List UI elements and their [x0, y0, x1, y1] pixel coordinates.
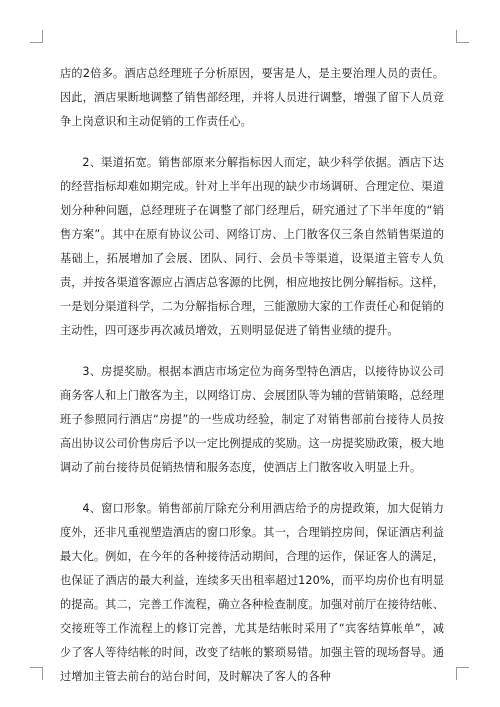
document-body [60, 62, 444, 706]
crop-mark-bottom-left [30, 667, 43, 680]
paragraph-continuation: 店的2倍多。酒店总经理班子分析原因，要害是人，是主要治理人员的责任。因此，酒店果断地调整了销售部经理，并将人员进行调整，增强了留下人员竞争上岗意识和主动促销的工作责任心。 [60, 67, 444, 128]
crop-mark-bottom-right [456, 667, 469, 680]
paragraph-channel-expansion: 2、渠道拓宽。销售部原来分解指标因人而定，缺少科学依据。酒店下达的经营指标却难如期完成。针对上半年出现的缺少市场调研、合理定位、渠道划分种种问题，总经理班子在调整了部门经理后，研究通过了下半年度的“销售方案”。其中在原有协议公司、网络订房、上门散客仅三条自然销售渠道的基础上，拓展增加了会展、团队、同行、会员卡等渠道，设渠道主管专人负责，并按各渠道客源应占酒店总客源的比例，相应地按比例分解指标。这样，一是划分渠道科学，二为分解指标合理，三能激励大家的工作责任心和促销的主动性，四可逐步再次减员增效，五则明显促进了销售业绩的提升。 [60, 156, 444, 337]
paragraph-window-image: 4、窗口形象。销售部前厅除充分利用酒店给予的房提政策，加大促销力度外，还非凡重视塑造酒店的窗口形象。其一，合理销控房间，保证酒店利益最大化。例如，在今年的各种接待活动期间，合理的运作，保证客人的满足，也保证了酒店的最大利益，连续多天出租率超过120%，而平均房价也有明显的提高。其二，完善工作流程，确立各种检查制度。加强对前厅在接待结帐、交接班等工作流程上的修订完善，尤其是结帐时采用了“宾客结算帐单”，减少了客人等待结帐的时间，改变了结帐的繁琐易错。加强主管的现场督导。通过增加主管去前台的站台时间，及时解决了客人的各种 [60, 502, 444, 683]
paragraph-room-commission: 3、房提奖励。根据本酒店市场定位为商务型特色酒店，以接待协议公司商务客人和上门散客为主，以网络订房、会展团队等为辅的营销策略，总经理班子参照同行酒店“房提”的一些成功经验，制定了对销售部前台接待人员按高出协议公司价售房后予以一定比例提成的奖励。这一房提奖励政策，极大地调动了前台接待员促销热情和服务态度，使酒店上门散客收入明显上升。 [60, 365, 444, 474]
crop-mark-top-left [30, 30, 43, 43]
crop-mark-top-right [456, 30, 469, 43]
